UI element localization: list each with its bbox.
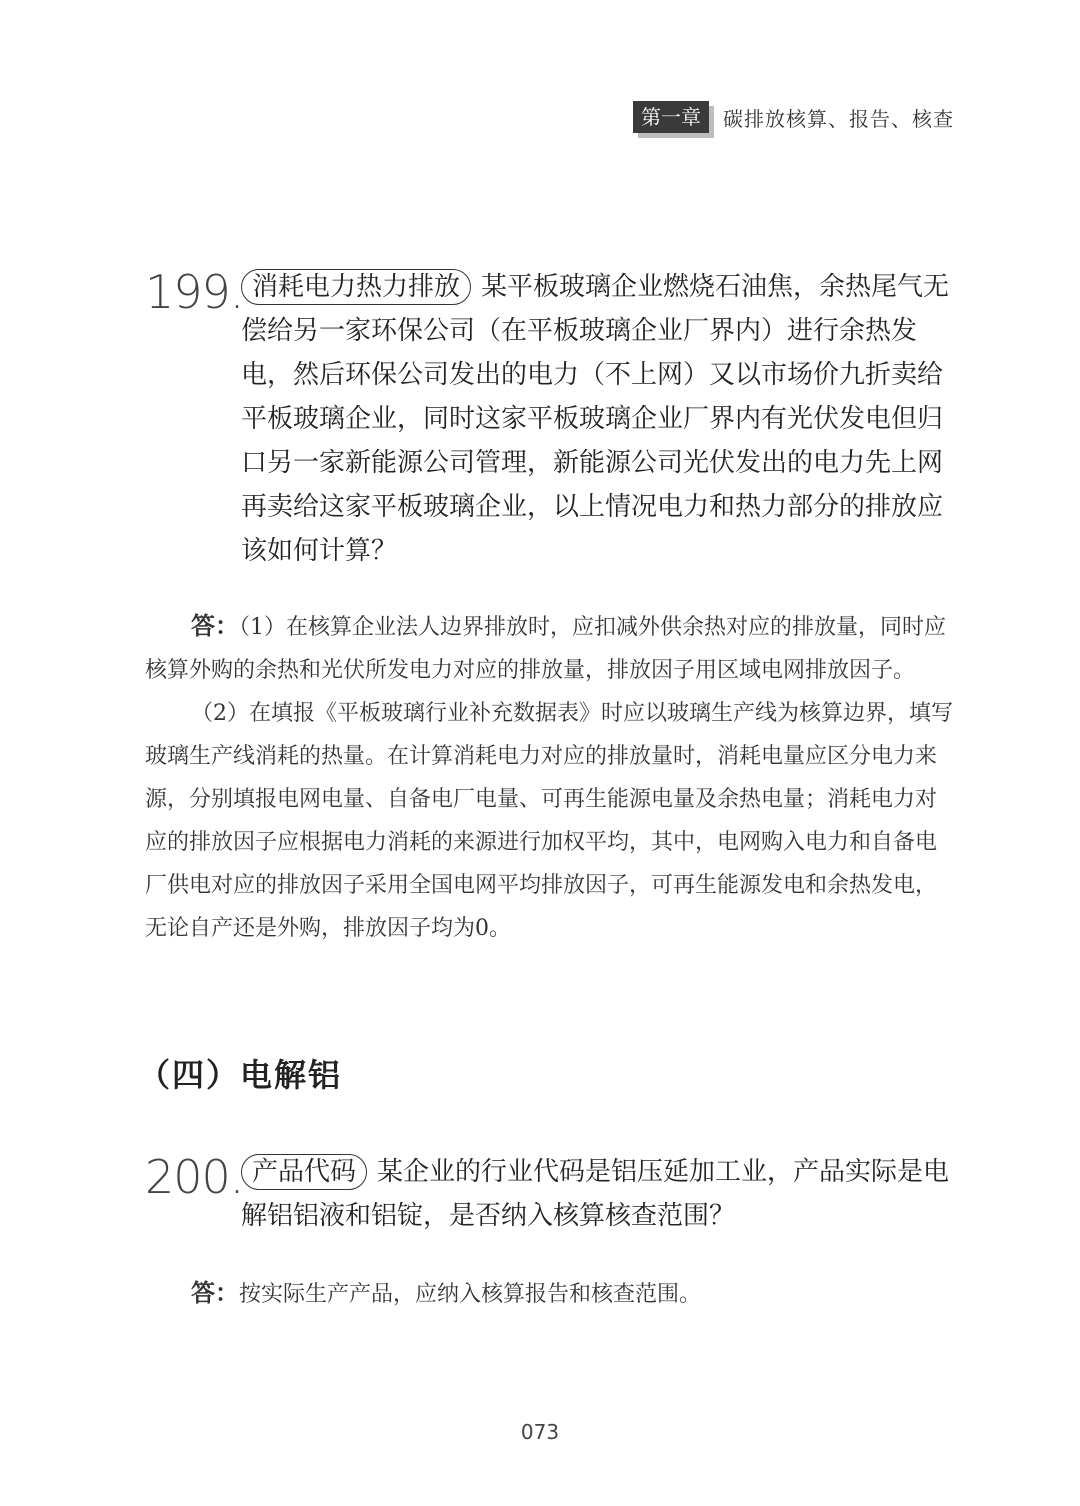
answer-200 bbox=[145, 1272, 957, 1316]
question-topic-tag: 产品代码 bbox=[241, 1154, 367, 1190]
question-body: 某平板玻璃企业燃烧石油焦，余热尾气无偿给另一家环保公司（在平板玻璃企业厂界内）进行余热发电，然后环保公司发出的电力（不上网）又以市场价九折卖给平板玻璃企业，同时这家平板玻璃企业厂界内有光伏发电但归口另一家新能源公司管理，新能源公司光伏发出的电力先上网再卖给这家平板玻璃企业，以上情况电力和热力部分的排放应该如何计算？ bbox=[241, 272, 950, 566]
answer-199 bbox=[145, 605, 957, 950]
question-topic-tag: 消耗电力热力排放 bbox=[241, 269, 471, 305]
question-body: 某企业的行业代码是铝压延加工业，产品实际是电解铝铝液和铝锭，是否纳入核算核查范围？ bbox=[241, 1157, 950, 1231]
section-heading: （四）电解铝 bbox=[138, 1056, 343, 1094]
question-number: 199. bbox=[145, 265, 244, 319]
question-text bbox=[241, 1150, 957, 1238]
running-header bbox=[633, 101, 954, 133]
answer-paragraph-1: 答：（1）在核算企业法人边界排放时，应扣减外供余热对应的排放量，同时应核算外购的余热和光伏所发电力对应的排放量，排放因子用区域电网排放因子。 bbox=[145, 612, 946, 683]
question-number: 200. bbox=[145, 1150, 244, 1204]
answer-label: 答： bbox=[191, 1279, 239, 1307]
chapter-title: 碳排放核算、报告、核查 bbox=[723, 106, 954, 131]
question-text bbox=[241, 265, 957, 573]
question-200 bbox=[145, 1150, 957, 1238]
page-number: 073 bbox=[520, 1420, 560, 1444]
answer-paragraph: 答：按实际生产产品，应纳入核算报告和核查范围。 bbox=[191, 1279, 702, 1307]
question-199 bbox=[145, 265, 957, 573]
chapter-tag: 第一章 bbox=[633, 101, 709, 133]
answer-paragraph-2: （2）在填报《平板玻璃行业补充数据表》时应以玻璃生产线为核算边界，填写玻璃生产线消耗的热量。在计算消耗电力对应的排放量时，消耗电量应区分电力来源，分别填报电网电量、自备电厂电量、可再生能源电量及余热电量；消耗电力对应的排放因子应根据电力消耗的来源进行加权平均，其中，电网购入电力和自备电厂供电对应的排放因子采用全国电网平均排放因子，可再生能源发电和余热发电，无论自产还是外购，排放因子均为0。 bbox=[145, 701, 953, 941]
answer-label: 答： bbox=[191, 612, 239, 640]
